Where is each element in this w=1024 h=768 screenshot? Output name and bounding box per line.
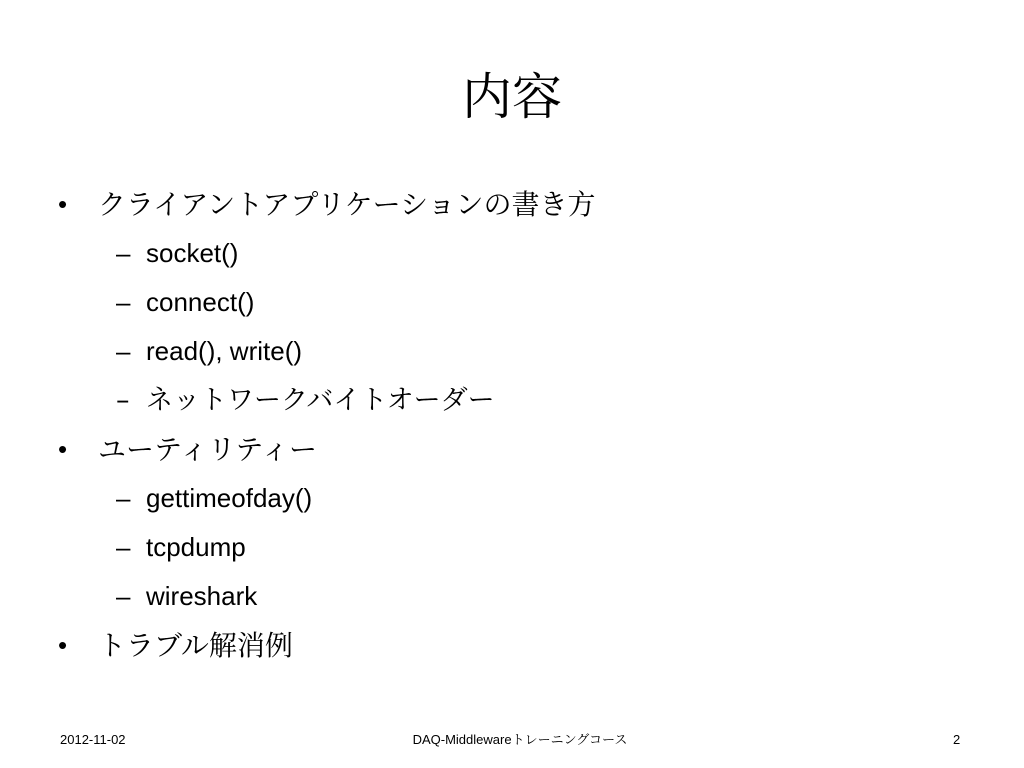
sub-bullet-item [58, 474, 958, 523]
sub-bullet-text: socket() [146, 238, 239, 268]
bullet-item [58, 621, 958, 670]
sub-bullet-item [58, 327, 958, 376]
page-number: 2 [953, 732, 961, 747]
sub-bullet-item [58, 278, 958, 327]
sub-bullet-item [58, 229, 958, 278]
bullet-text: ユーティリティー [98, 433, 317, 466]
footer-date: 2012-11-02 [60, 732, 126, 747]
bullet-icon: • [58, 434, 68, 464]
sub-bullet-item [58, 523, 958, 572]
bullet-text: クライアントアプリケーションの書き方 [98, 188, 596, 221]
sub-bullet-text: wireshark [146, 581, 258, 611]
bullet-icon: • [58, 630, 68, 660]
sub-bullet-text: tcpdump [146, 532, 246, 562]
bullet-item [58, 425, 958, 474]
footer-title: DAQ-Middlewareトレーニングコース [412, 732, 628, 747]
dash-icon: – [116, 385, 130, 416]
sub-bullet-text: connect() [146, 287, 255, 317]
bullet-icon: • [58, 189, 68, 219]
sub-bullet-text: read(), write() [146, 336, 303, 366]
slide-title: 内容 [462, 68, 562, 126]
dash-icon: – [116, 483, 131, 513]
bullet-item [58, 180, 958, 229]
sub-bullet-text: ネットワークバイトオーダー [146, 385, 495, 416]
sub-bullet-text: gettimeofday() [146, 483, 313, 513]
dash-icon: – [116, 287, 131, 317]
dash-icon: – [116, 336, 131, 366]
dash-icon: – [116, 581, 131, 611]
sub-bullet-item [58, 376, 958, 425]
sub-bullet-item [58, 572, 958, 621]
bullet-list [58, 180, 958, 670]
bullet-text: トラブル解消例 [98, 629, 293, 662]
dash-icon: – [116, 532, 131, 562]
dash-icon: – [116, 238, 131, 268]
